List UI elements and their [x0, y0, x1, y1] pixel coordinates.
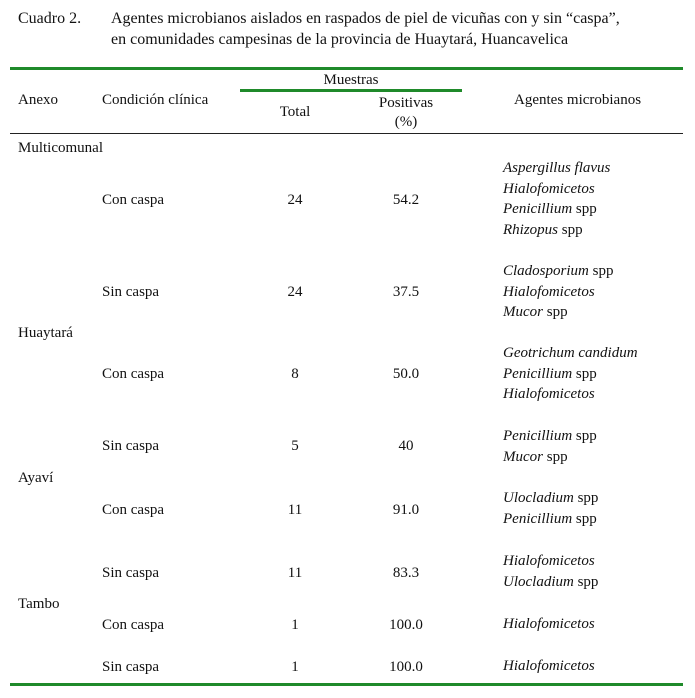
agent-entry [503, 179, 610, 200]
agent-entry [503, 199, 610, 220]
agent-suffix: spp [558, 222, 583, 239]
agent-entry [503, 302, 613, 323]
agentes-cell [503, 343, 638, 405]
agent-name: Hialofomicetos [503, 283, 595, 300]
header-muestras: Muestras [323, 72, 379, 88]
agent-entry [503, 158, 610, 179]
agent-name: Hialofomicetos [503, 616, 595, 632]
total-cell: 11 [287, 565, 303, 581]
agent-entry [503, 572, 598, 593]
agent-entry [503, 551, 598, 572]
condicion-cell: Con caspa [102, 366, 165, 382]
agentes-cell [503, 261, 613, 323]
agent-name: Hialofomicetos [503, 386, 595, 403]
header-agentes-microbianos: Agentes microbianos [514, 92, 642, 108]
agent-suffix: spp [572, 428, 597, 444]
header-condicion-clinica: Condición clínica [102, 92, 209, 108]
table-bottom-rule [10, 683, 683, 686]
condicion-cell: Sin caspa [102, 284, 160, 300]
agent-entry [503, 426, 597, 447]
agent-entry [503, 282, 613, 303]
positivas-cell: 100.0 [389, 659, 423, 675]
total-cell: 1 [291, 659, 299, 675]
condicion-cell: Con caspa [102, 192, 165, 208]
agent-name: Geotrichum candidum [503, 345, 638, 361]
agent-entry [503, 447, 597, 468]
total-cell: 8 [291, 366, 299, 382]
agent-suffix: spp [572, 201, 597, 218]
positivas-cell: 54.2 [392, 192, 420, 208]
agent-name: Ulocladium [503, 490, 574, 506]
agent-suffix: spp [573, 490, 599, 506]
agent-name: Mucor [503, 448, 543, 465]
agent-entry [503, 343, 638, 364]
agent-suffix: spp [543, 448, 568, 465]
condicion-cell: Con caspa [102, 502, 165, 518]
total-cell: 5 [291, 438, 299, 454]
header-positivas-percent: (%) [394, 114, 418, 130]
positivas-cell: 91.0 [392, 502, 420, 518]
anexo-label: Ayaví [18, 470, 54, 486]
anexo-label: Tambo [18, 596, 60, 612]
agent-suffix: spp [573, 573, 599, 590]
agent-entry [503, 488, 598, 509]
condicion-cell: Sin caspa [102, 565, 160, 581]
agent-name: Ulocladium [503, 573, 574, 590]
total-cell: 11 [287, 502, 303, 518]
table-caption-line-1: Agentes microbianos aislados en raspados de piel de vicuñas con y sin “caspa”, [111, 10, 620, 27]
agent-suffix: spp [588, 263, 614, 279]
agent-suffix: spp [572, 365, 597, 382]
condicion-cell: Sin caspa [102, 438, 160, 454]
table-top-rule [10, 67, 683, 70]
condicion-cell: Con caspa [102, 617, 165, 633]
header-bottom-rule [10, 133, 683, 134]
positivas-cell: 100.0 [389, 617, 423, 633]
agent-suffix: spp [543, 304, 568, 321]
agent-name: Hialofomicetos [503, 658, 595, 674]
agent-entry [503, 220, 610, 241]
agentes-cell [503, 158, 610, 241]
total-cell: 24 [287, 284, 303, 300]
agentes-cell [503, 488, 598, 529]
agent-suffix: spp [572, 510, 597, 527]
header-total: Total [279, 104, 311, 120]
agent-entry [503, 614, 595, 635]
agent-entry [503, 656, 595, 677]
table-caption-label: Cuadro 2. [18, 10, 82, 27]
agent-name: Penicillium [503, 510, 573, 527]
agent-entry [503, 509, 598, 530]
total-cell: 1 [291, 617, 299, 633]
anexo-label: Huaytará [18, 325, 73, 341]
positivas-cell: 40 [398, 438, 414, 454]
agent-name: Hialofomicetos [503, 553, 595, 569]
agentes-cell [503, 551, 598, 592]
agentes-cell [503, 426, 597, 467]
agentes-cell [503, 614, 595, 635]
muestras-rule [240, 89, 462, 92]
positivas-cell: 37.5 [392, 284, 420, 300]
agent-name: Penicillium [503, 428, 573, 444]
agent-name: Cladosporium [503, 263, 589, 279]
agent-entry [503, 384, 638, 405]
agent-name: Hialofomicetos [503, 180, 595, 197]
agent-name: Penicillium [503, 365, 573, 382]
agent-name: Penicillium [503, 201, 573, 218]
header-positivas: Positivas [378, 95, 434, 111]
agentes-cell [503, 656, 595, 677]
agent-name: Rhizopus [503, 222, 559, 239]
table-caption-line-2: en comunidades campesinas de la provincia de Huaytará, Huancavelica [111, 31, 569, 48]
agent-entry [503, 364, 638, 385]
agent-name: Aspergillus flavus [503, 160, 611, 176]
anexo-label: Multicomunal [18, 140, 103, 156]
agent-name: Mucor [503, 304, 543, 321]
total-cell: 24 [287, 192, 303, 208]
condicion-cell: Sin caspa [102, 659, 160, 675]
header-anexo: Anexo [18, 92, 58, 108]
positivas-cell: 50.0 [392, 366, 420, 382]
positivas-cell: 83.3 [392, 565, 420, 581]
agent-entry [503, 261, 613, 282]
